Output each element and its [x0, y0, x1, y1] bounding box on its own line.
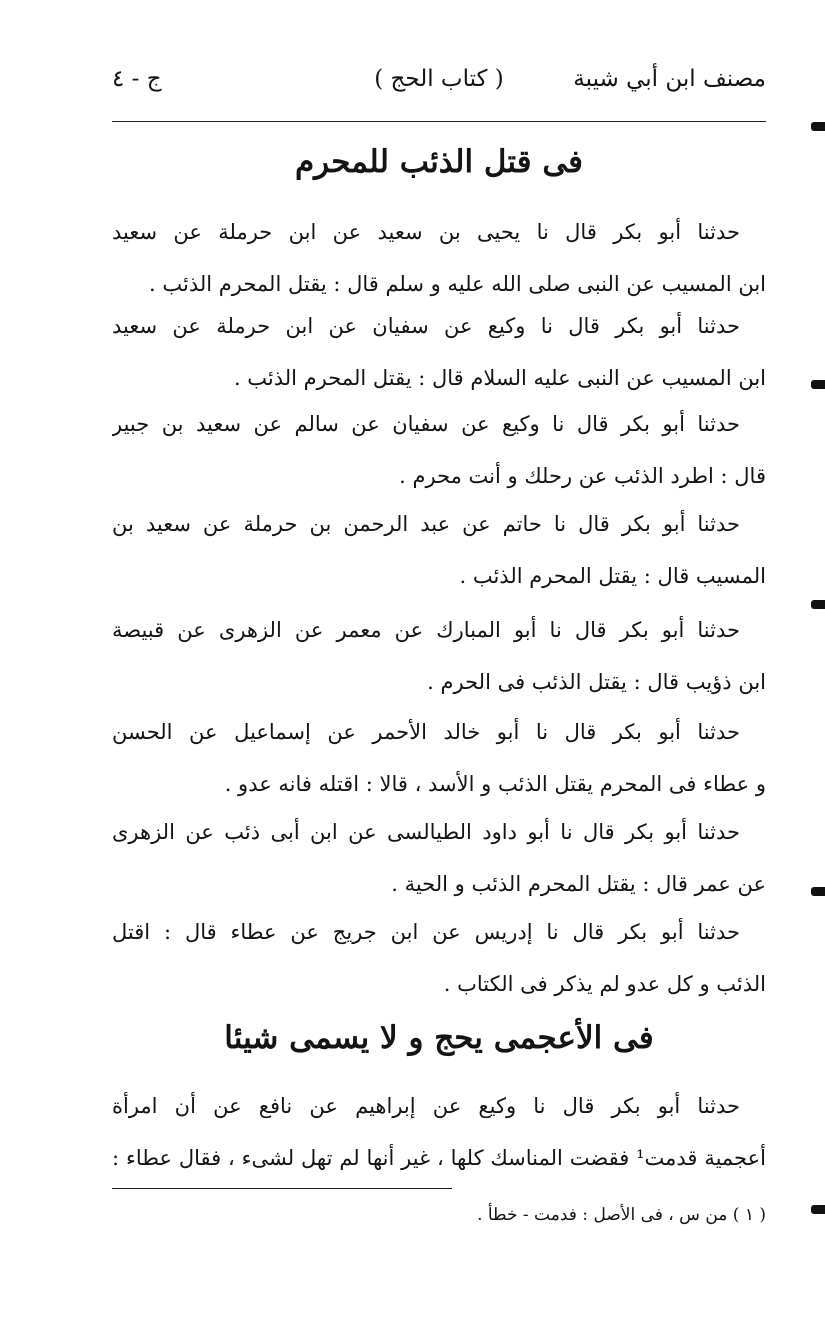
scan-edge-mark	[811, 1205, 825, 1214]
hadith-paragraph	[112, 604, 766, 708]
text-line: عن عمر قال : يقتل المحرم الذئب و الحية .	[391, 872, 766, 896]
hadith-paragraph	[112, 1080, 766, 1184]
hadith-paragraph	[112, 906, 766, 1010]
text-line: حدثنا أبو بكر قال نا وكيع عن سفيان عن سالم عن سعيد بن جبير	[112, 412, 740, 436]
text-line: حدثنا أبو بكر قال نا أبو خالد الأحمر عن إسماعيل عن الحسن	[112, 720, 740, 744]
text-line: حدثنا أبو بكر قال نا أبو المبارك عن معمر عن الزهرى عن قبيصة	[112, 618, 740, 642]
hadith-paragraph	[112, 300, 766, 404]
text-line: حدثنا أبو بكر قال نا يحيى بن سعيد عن ابن حرملة عن سعيد	[112, 220, 740, 244]
chapter-heading: فى الأعجمى يحج و لا يسمى شيئا	[224, 1020, 654, 1056]
text-line: الذئب و كل عدو لم يذكر فى الكتاب .	[443, 972, 766, 996]
scan-edge-mark	[811, 887, 825, 896]
text-line: حدثنا أبو بكر قال نا وكيع عن سفيان عن ابن حرملة عن سعيد	[112, 314, 740, 338]
text-line: حدثنا أبو بكر قال نا إدريس عن ابن جريج عن عطاء قال : اقتل	[112, 920, 740, 944]
section-title: ( كتاب الحج )	[374, 66, 504, 92]
hadith-paragraph	[112, 498, 766, 602]
text-line: ابن المسيب عن النبى صلى الله عليه و سلم قال : يقتل المحرم الذئب .	[149, 272, 766, 296]
text-line: ابن ذؤيب قال : يقتل الذئب فى الحرم .	[427, 670, 766, 694]
text-line: و عطاء فى المحرم يقتل الذئب و الأسد ، قالا : اقتله فانه عدو .	[224, 772, 766, 796]
text-line: حدثنا أبو بكر قال نا حاتم عن عبد الرحمن بن حرملة عن سعيد بن	[112, 512, 740, 536]
text-line: المسيب قال : يقتل المحرم الذئب .	[459, 564, 766, 588]
text-line: حدثنا أبو بكر قال نا وكيع عن إبراهيم عن نافع عن أن امرأة	[112, 1094, 740, 1118]
footnote-rule	[112, 1188, 452, 1189]
volume-number: ج - ٤	[112, 66, 162, 92]
scan-edge-mark	[811, 380, 825, 389]
hadith-paragraph	[112, 706, 766, 810]
chapter-heading: فى قتل الذئب للمحرم	[294, 144, 584, 180]
scan-edge-mark	[811, 600, 825, 609]
footnote: ( ١ ) من س ، فى الأصل : فدمت - خطأ .	[477, 1205, 766, 1225]
text-line: حدثنا أبو بكر قال نا أبو داود الطيالسى عن ابن أبى ذئب عن الزهرى	[112, 820, 740, 844]
hadith-paragraph	[112, 398, 766, 502]
page-header	[112, 66, 766, 112]
text-line: أعجمية قدمت¹ فقضت المناسك كلها ، غير أنها لم تهل لشىء ، فقال عطاء :	[112, 1146, 766, 1170]
header-rule	[112, 121, 766, 122]
book-title: مصنف ابن أبي شيبة	[573, 66, 766, 92]
text-line: قال : اطرد الذئب عن رحلك و أنت محرم .	[399, 464, 766, 488]
scan-edge-mark	[811, 122, 825, 131]
document-page	[112, 0, 766, 1322]
hadith-paragraph	[112, 206, 766, 310]
hadith-paragraph	[112, 806, 766, 910]
text-line: ابن المسيب عن النبى عليه السلام قال : يقتل المحرم الذئب .	[233, 366, 766, 390]
